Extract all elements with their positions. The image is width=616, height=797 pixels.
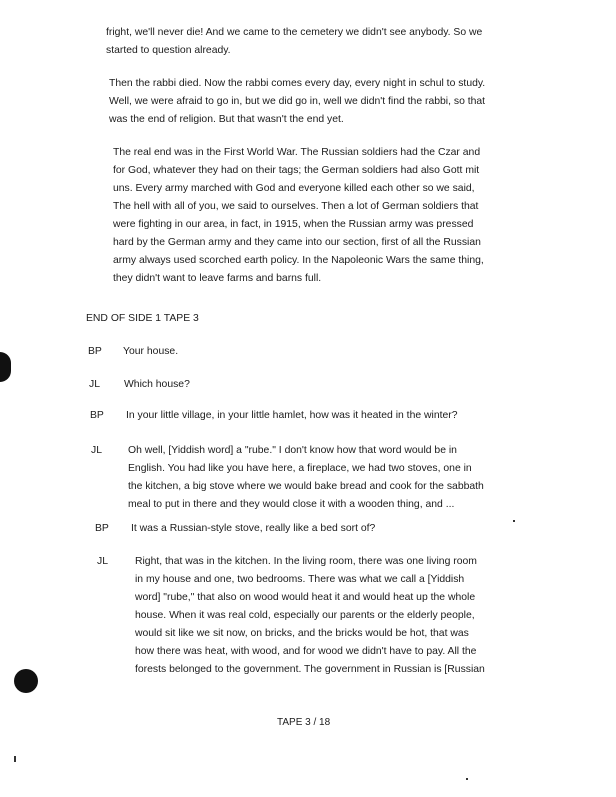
speaker-label: BP — [95, 523, 109, 534]
paragraph-first-world-war: The real end was in the First World War. The Russian soldiers had the Czar and for God, whatever they had on their tags; the German soldiers had also Gott mit uns. Every army marched with God and everyone killed each other so we said, The hell with all of you, we said to ourselves. Then a lot of German soldiers that were fighting in our area, in fact, in 1915, when the Russian army was pressed hard by the German army and they came into our section, first of all the Russian army always used scorched earth policy. In the Napoleonic Wars the same thing, they didn't want to leave farms and barns full. — [113, 147, 484, 284]
side-header: END OF SIDE 1 TAPE 3 — [86, 313, 199, 324]
speaker-label: JL — [89, 379, 100, 390]
utterance-text: Oh well, [Yiddish word] a "rube." I don't know how that word would be in English. You had like you have here, a fireplace, we had two stoves, one in the kitchen, a big stove where we would bake bread and cook for the sabbath meal to put in there and they would close it with a wooden thing, and ... — [128, 445, 484, 510]
paragraph-cemetery: fright, we'll never die! And we came to the cemetery we didn't see anybody. So we started to question already. — [106, 27, 483, 56]
scan-speck — [466, 778, 468, 780]
speaker-label: JL — [91, 445, 102, 456]
utterance-text: In your little village, in your little hamlet, how was it heated in the winter? — [126, 410, 458, 421]
scan-speck — [513, 520, 515, 522]
utterance-text: Your house. — [123, 346, 179, 357]
utterance-text: Which house? — [124, 379, 190, 390]
speaker-label: BP — [88, 346, 102, 357]
speaker-label: BP — [90, 410, 104, 421]
speaker-label: JL — [97, 556, 108, 567]
paragraph-rabbi: Then the rabbi died. Now the rabbi comes every day, every night in schul to study. Well, we were afraid to go in, but we did go in, well we didn't find the rabbi, so that was the end of religion. But that wasn't the end yet. — [109, 78, 486, 125]
utterance-text: It was a Russian-style stove, really like a bed sort of? — [131, 523, 376, 534]
punch-hole-mark — [14, 669, 38, 693]
utterance-text: Right, that was in the kitchen. In the living room, there was one living room in my house and one, two bedrooms. There was what we call a [Yiddish word] "rube," that also on wood would heat it and would heat up the whole house. When it was real cold, especially our parents or the elderly people, would sit like we sit now, on bricks, and the bricks would be hot, that was how there was heat, with wood, and for wood we didn't have to pay. All the forests belonged to the government. The government in Russian is [Russian — [135, 556, 485, 675]
punch-hole-mark — [0, 352, 11, 382]
page-footer: TAPE 3 / 18 — [277, 717, 331, 728]
scan-speck — [14, 756, 16, 762]
